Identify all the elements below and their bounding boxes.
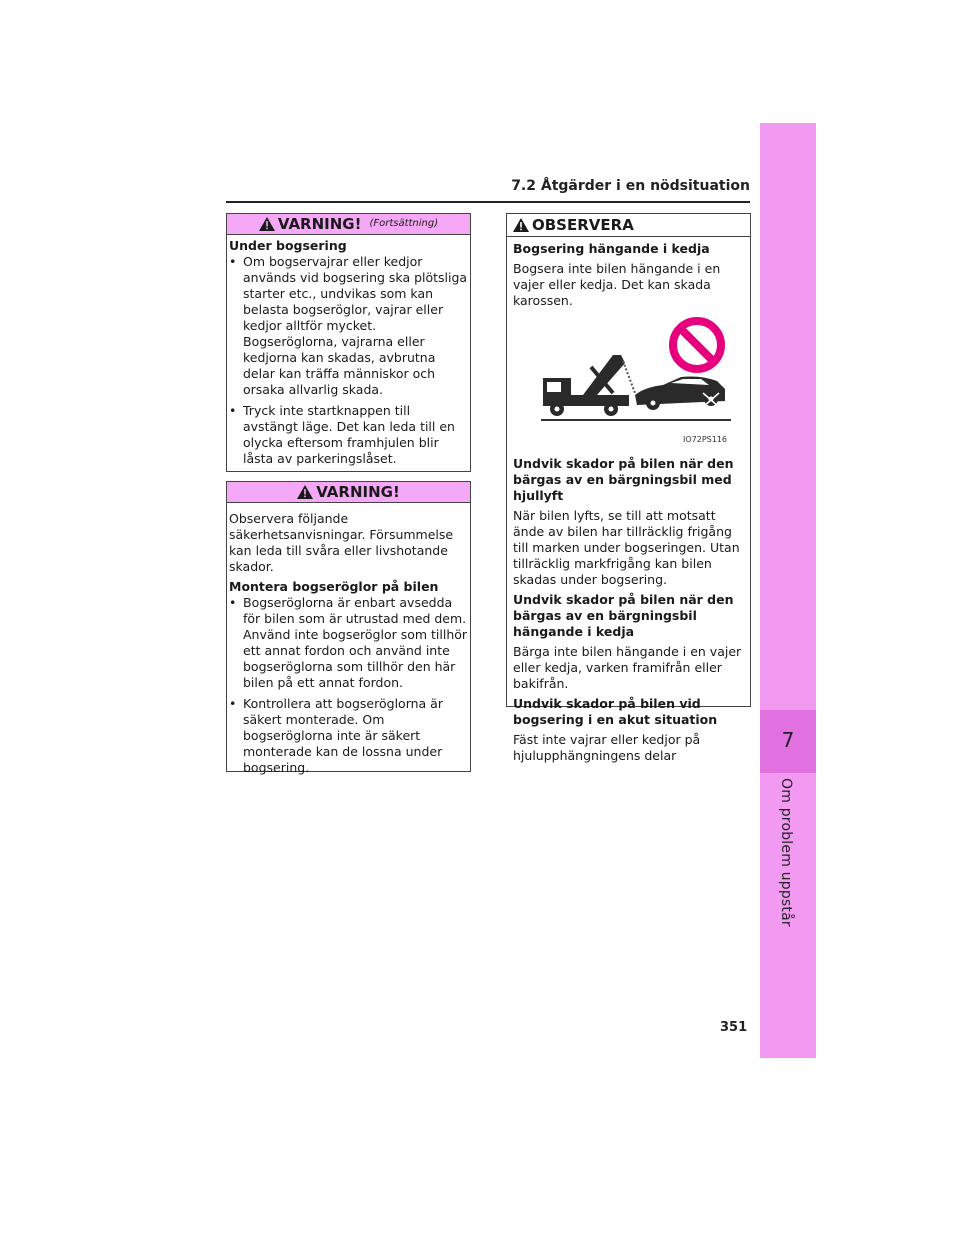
tow-truck-illustration [513,315,758,450]
warning-continued-header [227,214,470,235]
list-item: • Bogseröglorna är enbart avsedda för bilen som är utrustad med dem. Använd inte bogseröglor som tillhör ett annat fordon och använd inte bogseröglorna som tillhör den här bilen på ett annat fordon. [229,595,468,690]
warning-triangle-icon [259,217,275,231]
note-text-2: När bilen lyfts, se till att motsatt ände av bilen har tillräcklig frigång till marken under bogseringen. Utan tillräcklig markfrigång kan bilen skadas under bogsering. [513,508,740,587]
note-title: OBSERVERA [532,216,634,234]
list-item: • Om bogservajrar eller kedjor används vid bogsering ska plötsliga starter etc., undvikas som kan belasta bogseröglor, vajrar eller kedjor alltför mycket. Bogseröglorna, vajrarna eller kedjorna kan skadas, avbrutna delar kan träffa människor och orsaka allvarlig skada. [229,254,468,397]
list-item: • Kontrollera att bogseröglorna är säkert monterade. Om bogseröglorna inte är säkert monterade kan de lossna under bogsering. [229,696,443,775]
warning-triangle-icon [513,218,529,232]
header-divider [226,201,750,203]
warning-continued-box [226,213,471,472]
illustration-code: IO72PS116 [683,435,728,444]
chapter-number: 7 [781,728,795,752]
page-number: 351 [720,1020,748,1035]
note-text-1: Bogsera inte bilen hängande i en vajer eller kedja. Det kan skada karossen. [513,261,721,308]
note-text-4: Fäst inte vajrar eller kedjor på hjulupphängningens delar [513,732,701,763]
warning-box [226,481,471,775]
note-heading-3: Undvik skador på bilen när den bärgas av en bärgningsbil hängande i kedja [513,592,734,639]
note-heading-4: Undvik skador på bilen vid bogsering i en akut situation [513,696,718,727]
warning-triangle-icon [297,485,313,499]
warning-title: VARNING! [316,483,400,501]
note-heading-2: Undvik skador på bilen när den bärgas av en bärgningsbil med hjullyft [513,456,734,503]
section-header: 7.2 Åtgärder i en nödsituation [511,178,750,194]
warning-header [227,482,470,503]
note-header [507,214,750,237]
note-heading-1: Bogsering hängande i kedja [513,241,710,256]
note-box [506,213,751,763]
warning-heading: Under bogsering [229,238,347,253]
chapter-title: Om problem uppstår [778,778,794,927]
warning-intro: Observera följande säkerhetsanvisningar. Försummelse kan leda till svåra eller livshotande skador. [229,511,454,574]
warning-subtitle: (Fortsättning) [369,218,439,229]
warning-heading: Montera bogseröglor på bilen [229,579,439,594]
warning-title: VARNING! [277,215,362,233]
list-item: • Tryck inte startknappen till avstängt läge. Det kan leda till en olycka eftersom framhjulen blir låsta av parkeringslåset. [229,403,455,466]
tow-truck-chain-prohibited-icon [513,315,758,435]
note-text-3: Bärga inte bilen hängande i en vajer eller kedja, varken framifrån eller bakifrån. [513,644,742,691]
